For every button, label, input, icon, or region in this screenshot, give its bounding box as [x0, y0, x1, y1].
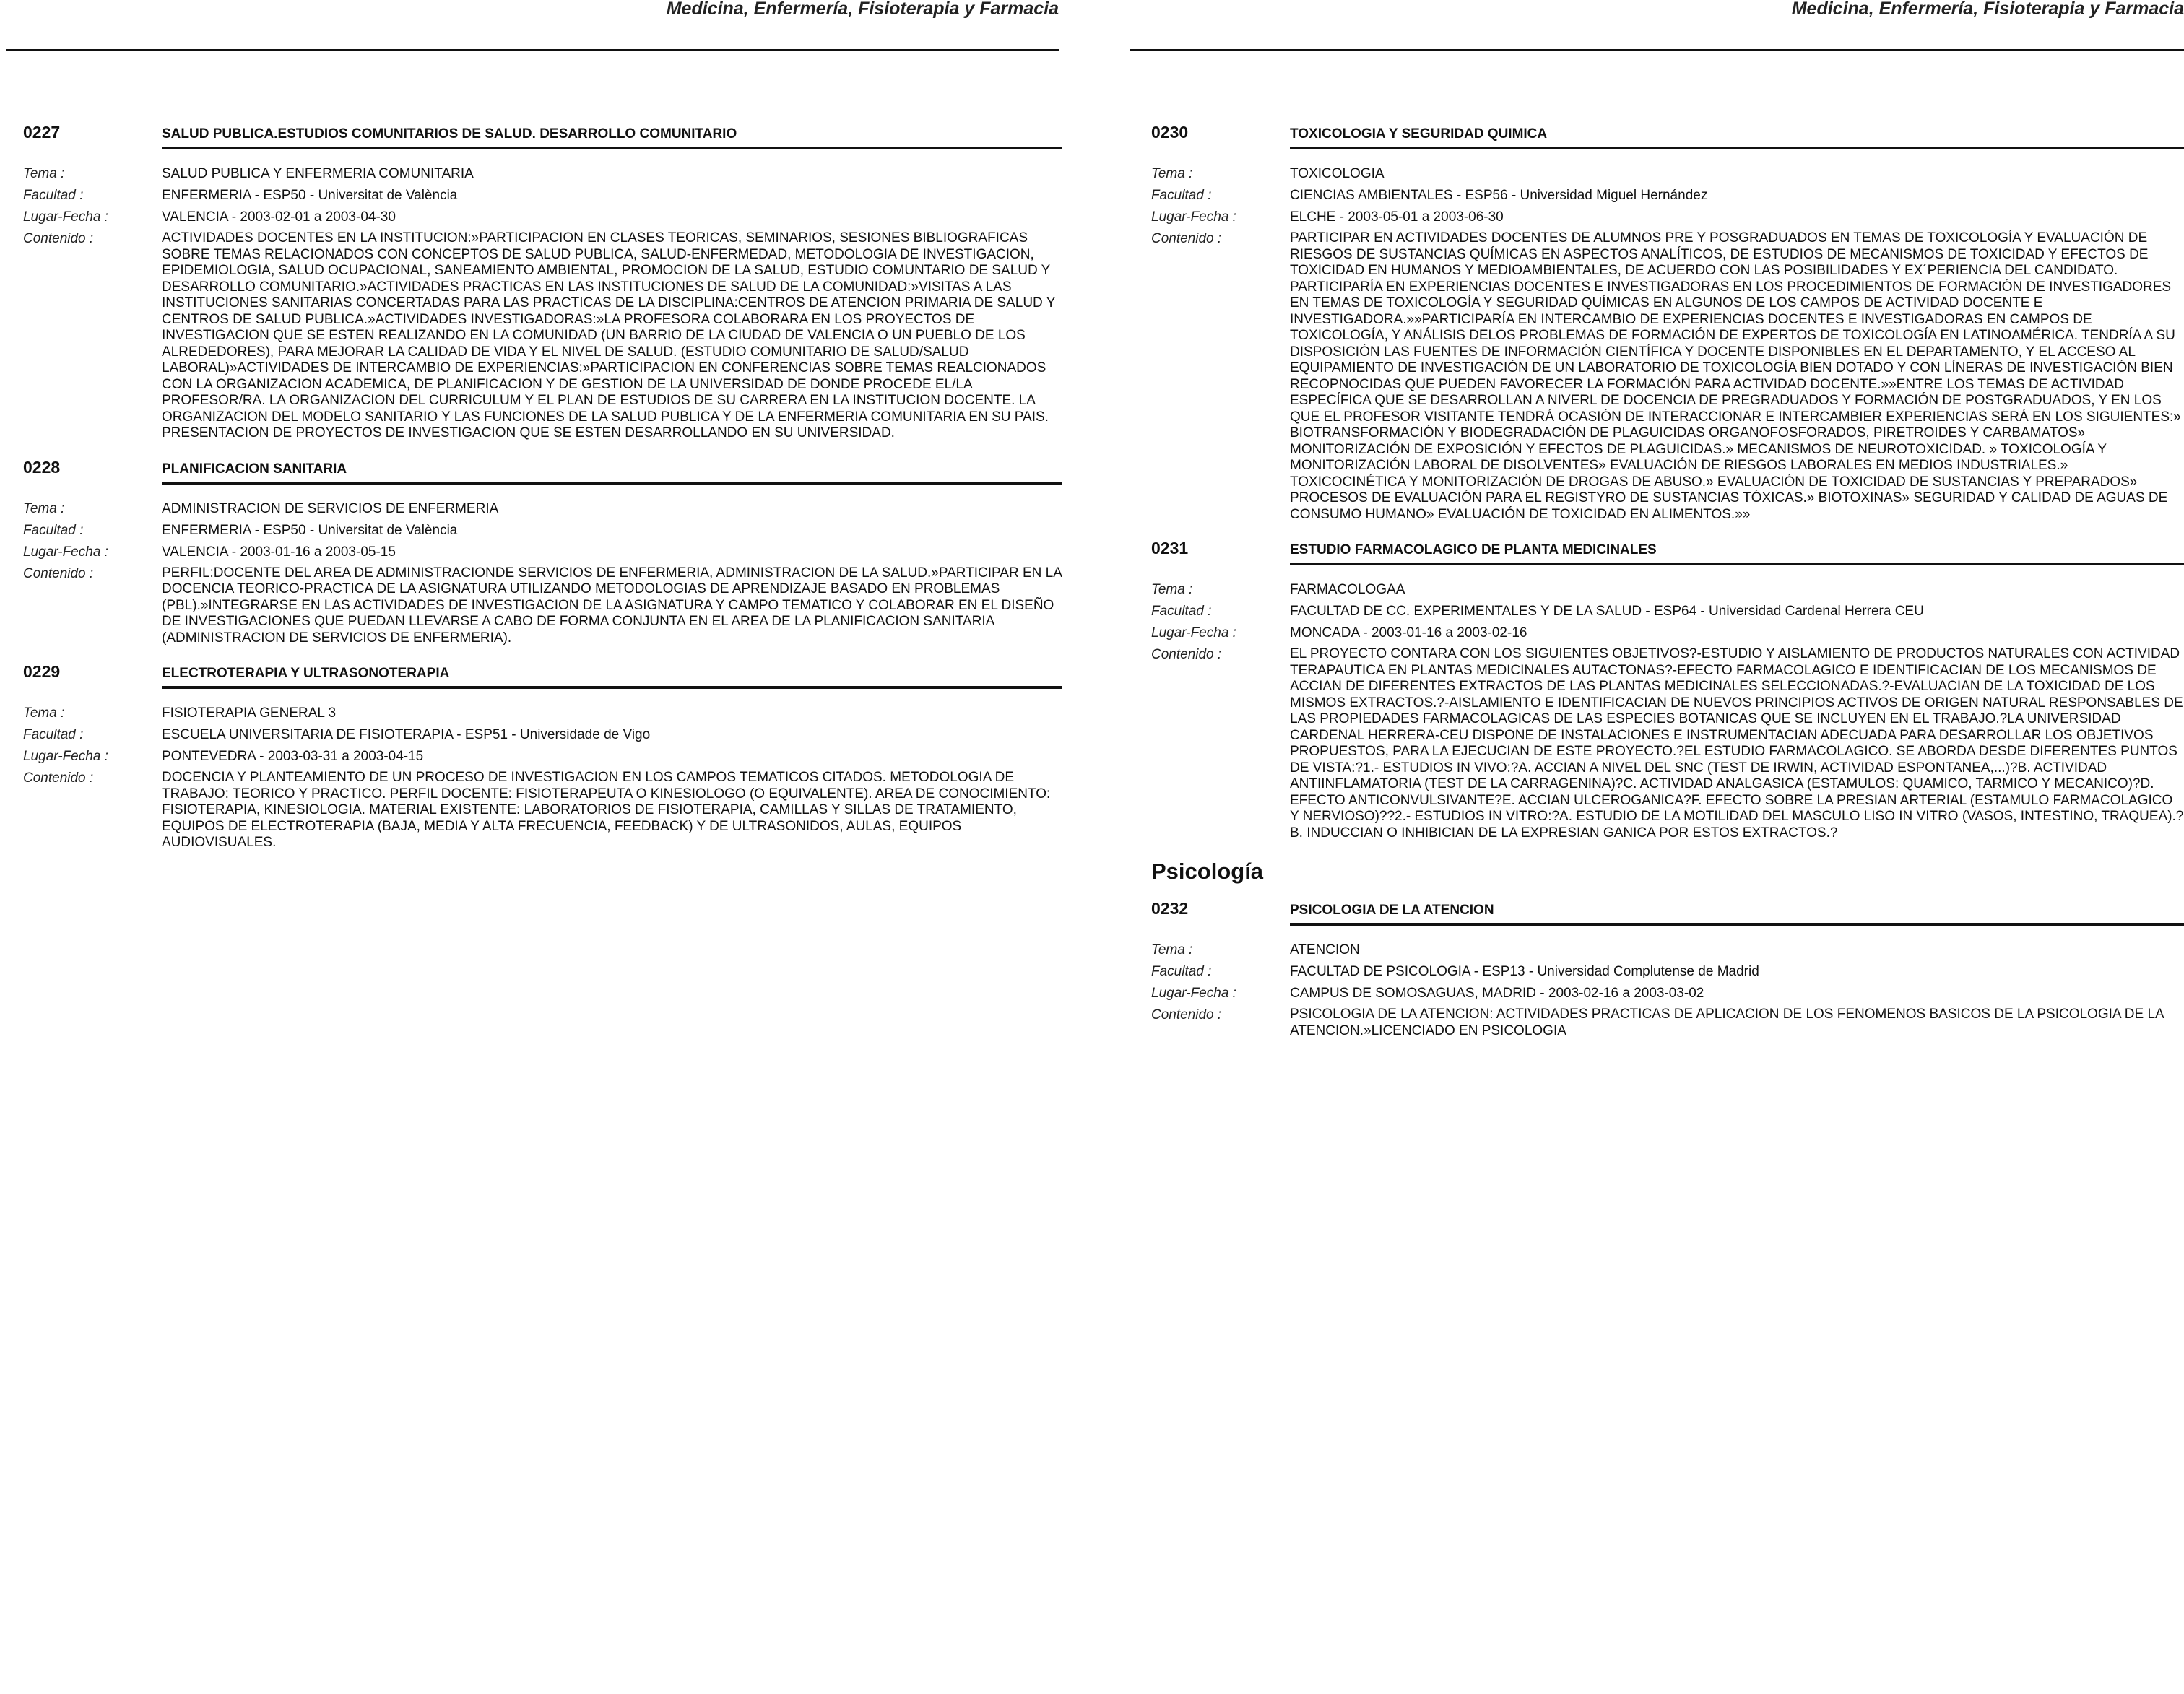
entry-title: TOXICOLOGIA Y SEGURIDAD QUIMICA	[1290, 126, 1548, 142]
entry-rule	[1290, 563, 2184, 565]
entry-code: 0229	[23, 662, 61, 681]
contenido-value: PERFIL:DOCENTE DEL AREA DE ADMINISTRACIONDE SERVICIOS DE ENFERMERIA, ADMINISTRACION DE LA SALUD.»PARTICIPAR EN LA DOCENCIA TEORICO-PRACTICA DE LA ASIGNATURA UTILIZANDO METODOLOGIAS DE APRENDIZAJE BASADO EN PROBLEMAS (PBL).»INTEGRARSE EN LAS ACTIVIDADES DE INVESTIGACION DE LA ASIGNATURA Y CAMPO TEMATICO Y COLABORAR EN EL DISEÑO DE INVESTIGACIONES QUE PUEDAN LLEVARSE A CABO DE FORMA CONJUNTA EN EL AREA DE LA PLANIFICACION SANITARIA (ADMINISTRACION DE SERVICIOS DE ENFERMERIA).	[162, 565, 1062, 646]
facultad-value: FACULTAD DE PSICOLOGIA - ESP13 - Universidad Complutense de Madrid	[1290, 964, 1759, 979]
facultad-label: Facultad :	[23, 522, 84, 538]
contenido-value: DOCENCIA Y PLANTEAMIENTO DE UN PROCESO DE INVESTIGACION EN LOS CAMPOS TEMATICOS CITADOS. METODOLOGIA DE TRABAJO: TEORICO Y PRACTICO. PERFIL DOCENTE: FISIOTERAPEUTA O KINESIOLOGO (O EQUIVALENTE). AREA DE CONOCIMIENTO: FISIOTERAPIA, KINESIOLOGIA. MATERIAL EXISTENTE: LABORATORIOS DE FISIOTERAPIA, CAMILLAS Y SILLAS DE TRATAMIENTO, EQUIPOS DE ELECTROTERAPIA (BAJA, MEDIA Y ALTA FRECUENCIA, FEEDBACK) Y DE ULTRASONIDOS, AULAS, EQUIPOS AUDIOVISUALES.	[162, 770, 1051, 850]
entry-code: 0227	[23, 123, 61, 142]
entry-rule	[162, 147, 1062, 149]
entry-0227	[23, 123, 1062, 442]
entry-code: 0230	[1151, 123, 1189, 142]
facultad-value: ESCUELA UNIVERSITARIA DE FISIOTERAPIA - ESP51 - Universidade de Vigo	[162, 727, 651, 742]
tema-value: ADMINISTRACION DE SERVICIOS DE ENFERMERIA	[162, 500, 499, 516]
tema-value: SALUD PUBLICA Y ENFERMERIA COMUNITARIA	[162, 166, 474, 181]
contenido-value: EL PROYECTO CONTARA CON LOS SIGUIENTES OBJETIVOS?-ESTUDIO Y AISLAMIENTO DE PRODUCTOS NATURALES CON ACTIVIDAD TERAPAUTICA EN PLANTAS MEDICINALES AUTACTONAS?-EFECTO FARMACOLAGICO E IDENTIFICACIAN DE LOS MECANISMOS DE ACCIAN DE DIFERENTES EXTRACTOS DE LAS PLANTAS MEDICINALES SELECCIONADAS.?-EVALUACIAN DE LA TOXICIDAD DE LOS MISMOS EXTRACTOS.?-AISLAMIENTO E IDENTIFICACIAN DE NUEVOS PRINCIPIOS ACTIVOS DE ORIGEN NATURAL RESPONSABLES DE LAS PROPIEDADES FARMACOLAGICAS DE LAS ESPECIES BOTANICAS QUE SE INCLUYEN EN EL TRABAJO.?LA UNIVERSIDAD CARDENAL HERRERA-CEU DISPONE DE INSTALACIONES E INSTRUMENTACIAN ADECUADA PARA DESARROLLAR LOS OBJETIVOS PROPUESTOS, PARA LA EJECUCIAN DE ESTE PROYECTO.?EL ESTUDIO FARMACOLAGICO. SE ABORDA DESDE DIFERENTES PUNTOS DE VISTA:?1.- ESTUDIOS IN VIVO:?A. ACCIAN A NIVEL DEL SNC (TEST DE IRWIN, ACTIVIDAD ESPONTANEA,...)?B. ACTIVIDAD ANTIINFLAMATORIA (TEST DE LA CARRAGENINA)?C. ACTIVIDAD ANALGASICA (ESTAMULOS: QUAMICO, TARMICO Y MECANICO)?D. EFECTO ANTICONVULSIVANTE?E. ACCIAN ULCEROGANICA?F. EFECTO SOBRE LA PRESIAN ARTERIAL (ESTAMULO FARMACOLAGICO Y NERVIOSO)??2.- ESTUDIOS IN VITRO:?A. ESTUDIO DE LA MOTILIDAD DEL MASCULO LISO IN VITRO (VASOS, INTESTINO, TRAQUEA).?B. INDUCCIAN O INHIBICIAN DE LA EXPRESIAN GANICA POR ESTOS EXTRACTOS.?	[1290, 646, 2184, 841]
contenido-label: Contenido :	[23, 565, 94, 581]
lugar-fecha-value: ELCHE - 2003-05-01 a 2003-06-30	[1290, 209, 1504, 225]
running-head: Medicina, Enfermería, Fisioterapia y Farmacia	[1791, 0, 2184, 19]
contenido-label: Contenido :	[23, 770, 94, 786]
tema-value: FARMACOLOGAA	[1290, 582, 1405, 597]
contenido-label: Contenido :	[23, 231, 94, 246]
tema-value: ATENCION	[1290, 942, 1360, 957]
tema-value: FISIOTERAPIA GENERAL 3	[162, 705, 337, 721]
entry-rule	[1290, 923, 2184, 926]
entry-title: PLANIFICACION SANITARIA	[162, 461, 347, 477]
contenido-label: Contenido :	[1151, 647, 1222, 662]
entry-0230	[1151, 123, 2184, 523]
header-rule	[1130, 49, 2184, 51]
entry-0232	[1151, 899, 2184, 1039]
entry-rule	[1290, 147, 2184, 149]
entry-0229	[23, 662, 1062, 851]
entry-title: ESTUDIO FARMACOLAGICO DE PLANTA MEDICINALES	[1290, 542, 1657, 557]
facultad-label: Facultad :	[1151, 188, 1212, 203]
lugar-fecha-label: Lugar-Fecha :	[1151, 625, 1236, 640]
tema-label: Tema :	[23, 166, 65, 181]
tema-label: Tema :	[23, 500, 65, 516]
entry-code: 0231	[1151, 539, 1189, 557]
lugar-fecha-label: Lugar-Fecha :	[1151, 209, 1236, 225]
lugar-fecha-value: CAMPUS DE SOMOSAGUAS, MADRID - 2003-02-16 a 2003-03-02	[1290, 986, 1704, 1001]
contenido-label: Contenido :	[1151, 1007, 1222, 1022]
lugar-fecha-value: MONCADA - 2003-01-16 a 2003-02-16	[1290, 625, 1528, 640]
facultad-value: ENFERMERIA - ESP50 - Universitat de València	[162, 522, 458, 538]
lugar-fecha-value: PONTEVEDRA - 2003-03-31 a 2003-04-15	[162, 749, 424, 764]
tema-label: Tema :	[1151, 942, 1193, 957]
facultad-label: Facultad :	[1151, 964, 1212, 979]
tema-label: Tema :	[1151, 582, 1193, 597]
entry-0228	[23, 458, 1062, 647]
tema-value: TOXICOLOGIA	[1290, 166, 1384, 181]
tema-label: Tema :	[23, 705, 65, 721]
right-page	[1127, 0, 2184, 1694]
entry-title: SALUD PUBLICA.ESTUDIOS COMUNITARIOS DE SALUD. DESARROLLO COMUNITARIO	[162, 126, 737, 142]
facultad-value: CIENCIAS AMBIENTALES - ESP56 - Universidad Miguel Hernández	[1290, 188, 1708, 203]
lugar-fecha-label: Lugar-Fecha :	[1151, 986, 1236, 1001]
left-page	[0, 0, 1069, 1694]
lugar-fecha-value: VALENCIA - 2003-01-16 a 2003-05-15	[162, 544, 396, 560]
facultad-label: Facultad :	[1151, 604, 1212, 619]
lugar-fecha-value: VALENCIA - 2003-02-01 a 2003-04-30	[162, 209, 396, 225]
lugar-fecha-label: Lugar-Fecha :	[23, 749, 108, 764]
contenido-label: Contenido :	[1151, 231, 1222, 246]
entry-rule	[162, 482, 1062, 485]
entries-list	[23, 123, 1062, 867]
contenido-value: PARTICIPAR EN ACTIVIDADES DOCENTES DE ALUMNOS PRE Y POSGRADUADOS EN TEMAS DE TOXICOLOGÍA Y EVALUACIÓN DE RIESGOS DE SUSTANCIAS QUÍMICAS EN ASPECTOS ANALÍTICOS, DE ESTUDIOS DE MECANISMOS DE TOXICIDAD Y EFECTOS DE TOXICIDAD EN HUMANOS Y MEDIOAMBIENTALES, DE ACUERDO CON LAS POSIBILIDADES Y EX´PERIENCIA DEL CANDIDATO. PARTICIPARÍA EN EXPERIENCIAS DOCENTES E INVESTIGADORAS EN LOS PROCEDIMIENTOS DE FORMACIÓN DE INVESTIGADORES EN TEMAS DE TOXICOLOGÍA Y SEGURIDAD QUÍMICAS EN ALGUNOS DE LOS CAMPOS DE ACTIVIDAD DOCENTE E INVESTIGADORA.»»PARTICIPARÍA EN INTERCAMBIO DE EXPERIENCIAS DOCENTES E INVESTIGADORAS EN CAMPOS DE TOXICOLOGÍA, Y ANÁLISIS DELOS PROBLEMAS DE FORMACIÓN DE EXPERTOS DE TOXICOLOGÍA EN LATINOAMÉRICA. TENDRÍA A SU DISPOSICIÓN LAS FUENTES DE INFORMACIÓN CIENTÍFICA Y DOCENTE DISPONIBLES EN EL DEPARTAMENTO, Y EL ACCESO AL EQUIPAMIENTO DE INVESTIGACIÓN DE UN LABORATORIO DE TOXICOLOGÍA BIEN DOTADO Y CON LÍNERAS DE INVESTIGACIÓN BIEN RECOPNOCIDAS QUE PUEDEN FAVORECER LA FORMACIÓN PARA ACTIVIDAD DOCENTE.»»ENTRE LOS TEMAS DE ACTIVIDAD ESPECÍFICA QUE SE DESARROLLAN A NIVERL DE DOCENCIA DE PREGRADUADOS Y FORMACIÓN DE POSTGRADUADOS, Y EN LOS QUE EL PROFESOR VISITANTE TENDRÁ OCASIÓN DE INTERACCIONAR E INTERCAMBIER EXPERIENCIAS SERÁ EN LOS SIGUIENTES:» BIOTRANSFORMACIÓN Y BIODEGRADACIÓN DE PLAGUICIDAS ORGANOFOSFORADOS, PIRETROIDES Y CARBAMATOS» MONITORIZACIÓN DE EXPOSICIÓN Y EFECTOS DE PLAGUICIDAS.» MECANISMOS DE NEUROTOXICIDAD. » TOXICOLOGÍA Y MONITORIZACIÓN LABORAL DE DISOLVENTES» EVALUACIÓN DE RIESGOS LABORALES EN MEDIOS INDUSTRIALES.» TOXICOCINÉTICA Y MONITORIZACIÓN DE DROGAS DE ABUSO.» EVALUACIÓN DE TOXICIDAD DE SUSTANCIAS Y PREPARADOS» PROCESOS DE EVALUACIÓN PARA EL REGISTYRO DE SUSTANCIAS TÓXICAS.» BIOTOXINAS» SEGURIDAD Y CALIDAD DE AGUAS DE CONSUMO HUMANO» EVALUACIÓN DE TOXICIDAD EN ALIMENTOS.»»	[1290, 230, 2181, 522]
facultad-value: FACULTAD DE CC. EXPERIMENTALES Y DE LA SALUD - ESP64 - Universidad Cardenal Herrera CEU	[1290, 604, 1924, 619]
entry-code: 0232	[1151, 899, 1189, 918]
lugar-fecha-label: Lugar-Fecha :	[23, 209, 108, 225]
facultad-label: Facultad :	[23, 188, 84, 203]
tema-label: Tema :	[1151, 166, 1193, 181]
entry-title: ELECTROTERAPIA Y ULTRASONOTERAPIA	[162, 666, 450, 681]
contenido-value: ACTIVIDADES DOCENTES EN LA INSTITUCION:»PARTICIPACION EN CLASES TEORICAS, SEMINARIOS, SESIONES BIBLIOGRAFICAS SOBRE TEMAS RELACIONADOS CON CONCEPTOS DE SALUD PUBLICA, SALUD-ENFERMEDAD, METODOLOGIA DE INVESTIGACION, EPIDEMIOLOGIA, SALUD OCUPACIONAL, SANEAMIENTO AMBIENTAL, PROMOCION DE LA SALUD, ESTUDIO COMUNTARIO DE SALUD Y DESARROLLO COMUNITARIO.»ACTIVIDADES PRACTICAS EN LAS INSTITUCIONES DE SALUD DE LA COMUNIDAD:»VISITAS A LAS INSTITUCIONES SANITARIAS CONCERTADAS PARA LAS PRACTICAS DE LA DISCIPLINA:CENTROS DE ATENCION PRIMARIA DE SALUD Y CENTROS DE SALUD PUBLICA.»ACTIVIDADES INVESTIGADORAS:»LA PROFESORA COLABORARA EN LOS PROYECTOS DE INVESTIGACION QUE SE ESTEN REALIZANDO EN LA COMUNIDAD (UN BARRIO DE LA CIUDAD DE VALENCIA O UN PUEBLO DE LOS ALREDEDORES), PARA MEJORAR LA CALIDAD DE VIDA Y EL NIVEL DE SALUD. (ESTUDIO COMUNITARIO DE SALUD/SALUD LABORAL)»ACTIVIDADES DE INTERCAMBIO DE EXPERIENCIAS:»PARTICIPACION EN CONFERENCIAS SOBRE TEMAS REALCIONADOS CON LA ORGANIZACION ACADEMICA, DE PLANIFICACION Y DE GESTION DE LA UNIVERSIDAD DE DONDE PROCEDE EL/LA PROFESOR/RA. LA ORGANIZACION DEL CURRICULUM Y EL PLAN DE ESTUDIOS DE SU CARRERA EN LA INSTITUCION DOCENTE. LA ORGANIZACION DEL MODELO SANITARIO Y LAS FUNCIONES DE LA SALUD PUBLICA Y DE LA ENFERMERIA COMUNITARIA EN SU PAIS. PRESENTACION DE PROYECTOS DE INVESTIGACION QUE SE ESTEN DESARROLLANDO EN SU UNIVERSIDAD.	[162, 230, 1056, 440]
entry-0231	[1151, 539, 2184, 841]
lugar-fecha-label: Lugar-Fecha :	[23, 544, 108, 560]
facultad-value: ENFERMERIA - ESP50 - Universitat de València	[162, 188, 458, 203]
running-head: Medicina, Enfermería, Fisioterapia y Farmacia	[666, 0, 1059, 19]
header-rule	[6, 49, 1059, 51]
entries-list	[1151, 123, 2184, 1055]
entry-code: 0228	[23, 457, 61, 477]
contenido-value: PSICOLOGIA DE LA ATENCION: ACTIVIDADES PRACTICAS DE APLICACION DE LOS FENOMENOS BASICOS DE LA PSICOLOGIA DE LA ATENCION.»LICENCIADO EN PSICOLOGIA	[1290, 1007, 2164, 1038]
entry-title: PSICOLOGIA DE LA ATENCION	[1290, 903, 1494, 918]
section-title-psicologia: Psicología	[1151, 859, 1264, 884]
facultad-label: Facultad :	[23, 727, 84, 742]
entry-rule	[162, 686, 1062, 689]
